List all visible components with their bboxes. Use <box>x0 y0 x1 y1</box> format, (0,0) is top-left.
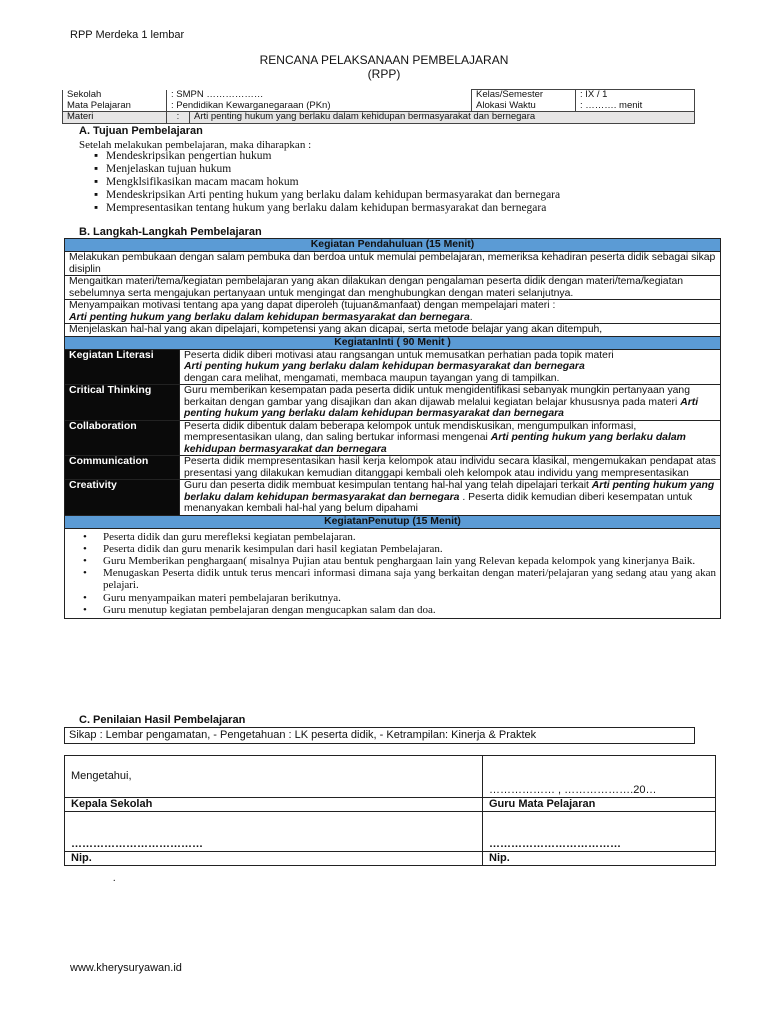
learning-steps-table <box>64 238 721 619</box>
signature-line-right: ……………………………… <box>483 812 716 852</box>
core-band: KegiatanInti ( 90 Menit ) <box>65 336 721 349</box>
list-item: • Guru menyampaikan materi pembelajaran berikutnya. <box>103 592 716 604</box>
footer-website: www.kherysuryawan.id <box>70 962 182 974</box>
collaboration-label: Collaboration <box>65 420 180 456</box>
intro-row-text: Menyampaikan motivasi tentang apa yang dapat diperoleh (tujuan&manfaat) dengan mempelajari materi : <box>69 300 556 311</box>
literasi-content: Peserta didik diberi motivasi atau rangsangan untuk memusatkan perhatian pada topik materi Arti penting hukum yang berlaku dalam kehidupan bermasyarakat dan bernegara dengan cara melihat, mengamati, membaca maupun tayangan yang di tampilkan. <box>180 349 721 385</box>
intro-band: Kegiatan Pendahuluan (15 Menit) <box>65 239 721 252</box>
list-item: ▪ Mendeskripsikan Arti penting hukum yang berlaku dalam kehidupan bermasyarakat dan bernegara <box>86 189 560 202</box>
intro-row-topic: Arti penting hukum yang berlaku dalam kehidupan bermasyarakat dan bernegara. <box>69 311 473 323</box>
objectives-list <box>86 150 560 215</box>
list-item: • Menugaskan Peserta didik untuk terus mencari informasi dimana saja yang berkaitan dengan materi/pelajaran yang sedang atau yang akan pelajari. <box>103 567 716 591</box>
mapel-label: Mata Pelajaran <box>63 101 167 112</box>
list-item: • Guru menutup kegiatan pembelajaran dengan mengucapkan salam dan doa. <box>103 604 716 616</box>
list-item: • Peserta didik dan guru merefleksi kegiatan pembelajaran. <box>103 531 716 543</box>
sekolah-label: Sekolah <box>63 90 167 101</box>
alokasi-label: Alokasi Waktu <box>472 101 576 112</box>
kelas-label: Kelas/Semester <box>472 90 576 101</box>
nip-right: Nip. <box>483 852 716 866</box>
section-c-heading: C. Penilaian Hasil Pembelajaran <box>79 714 246 726</box>
assessment-text: Sikap : Lembar pengamatan, - Pengetahuan : LK peserta didik, - Ketrampilan: Kinerja & Praktek <box>65 728 695 744</box>
page-title <box>0 53 768 81</box>
materi-value: Arti penting hukum yang berlaku dalam kehidupan bermasyarakat dan bernegara <box>190 112 695 124</box>
collaboration-content: Peserta didik dibentuk dalam beberapa kelompok untuk mendiskusikan, mengumpulkan informasi, mempresentasikan ulang, dan saling bertukar informasi mengenai Arti penting hukum yang berlaku dalam kehidupan bermasyarakat dan bernegara <box>180 420 721 456</box>
stray-dot: . <box>113 873 116 884</box>
mapel-value: : Pendidikan Kewarganegaraan (PKn) <box>167 101 472 112</box>
signature-line-left: ……………………………… <box>65 812 483 852</box>
section-b-heading: B. Langkah-Langkah Pembelajaran <box>79 226 262 238</box>
signature-table <box>64 755 716 866</box>
critical-thinking-content: Guru memberikan kesempatan pada peserta didik untuk mengidentifikasi sebanyak mungkin pertanyaan yang berkaitan dengan gambar yang disajikan dan akan dijawab melalui kegiatan belajar khususnya pada materi Arti penting hukum yang berlaku dalam kehidupan bermasyarakat dan bernegara <box>180 385 721 421</box>
list-item: • Guru Memberikan penghargaan( misalnya Pujian atau bentuk penghargaan lain yang Relevan kepada kelompok yang kinerjanya Baik. <box>103 555 716 567</box>
creativity-label: Creativity <box>65 480 180 516</box>
closing-list <box>69 531 716 616</box>
literasi-label: Kegiatan Literasi <box>65 349 180 385</box>
section-a-heading: A. Tujuan Pembelajaran <box>79 125 203 137</box>
communication-label: Communication <box>65 456 180 480</box>
guru-label: Guru Mata Pelajaran <box>483 798 716 812</box>
materi-colon: : <box>167 112 190 124</box>
intro-row: Melakukan pembukaan dengan salam pembuka dan berdoa untuk memulai pembelajaran, memeriksa kehadiran peserta didik sebagai sikap disiplin <box>65 252 721 276</box>
list-item: • Peserta didik dan guru menarik kesimpulan dari hasil kegiatan Pembelajaran. <box>103 543 716 555</box>
date-placeholder: ……………… , ……………….20… <box>483 756 716 798</box>
intro-row: Menjelaskan hal-hal yang akan dipelajari, kompetensi yang akan dicapai, serta metode belajar yang akan ditempuh, <box>65 324 721 337</box>
mengetahui-label: Mengetahui, <box>65 756 483 798</box>
title-line-1: RENCANA PELAKSANAAN PEMBELAJARAN <box>259 53 509 67</box>
list-item: ▪ Mempresentasikan tentang hukum yang berlaku dalam kehidupan bermasyarakat dan bernegara <box>86 202 560 215</box>
critical-thinking-label: Critical Thinking <box>65 385 180 421</box>
alokasi-value: : ………. menit <box>576 101 695 112</box>
nip-left: Nip. <box>65 852 483 866</box>
list-item: ▪ Mendeskripsikan pengertian hukum <box>86 150 560 163</box>
intro-row <box>65 300 721 324</box>
communication-content: Peserta didik mempresentasikan hasil kerja kelompok atau individu secara klasikal, mengemukakan pendapat atas presentasi yang dilakukan kemudian ditanggapi kembali oleh kelompok atau individu yang mempresentasikan <box>180 456 721 480</box>
document-header-note: RPP Merdeka 1 lembar <box>70 29 185 41</box>
closing-activities <box>65 528 721 618</box>
sekolah-value: : SMPN ……………… <box>167 90 472 101</box>
kepala-sekolah-label: Kepala Sekolah <box>65 798 483 812</box>
closing-band: KegiatanPenutup (15 Menit) <box>65 515 721 528</box>
section-a-intro: Setelah melakukan pembelajaran, maka diharapkan : <box>79 139 312 151</box>
materi-label: Materi <box>63 112 167 124</box>
assessment-box <box>64 727 695 744</box>
list-item: ▪ Menjelaskan tujuan hukum <box>86 163 560 176</box>
kelas-value: : IX / 1 <box>576 90 695 101</box>
list-item: ▪ Mengklsifikasikan macam macam hokum <box>86 176 560 189</box>
title-line-2: (RPP) <box>367 67 401 81</box>
intro-row: Mengaitkan materi/tema/kegiatan pembelajaran yang akan dilakukan dengan pengalaman peserta didik dengan materi/tema/kegiatan sebelumnya serta mengajukan pertanyaan untuk mengingat dan menghubungkan dengan materi selanjutnya. <box>65 276 721 300</box>
creativity-content: Guru dan peserta didik membuat kesimpulan tentang hal-hal yang telah dipelajari terkait Arti penting hukum yang berlaku dalam kehidupan bermasyarakat dan bernegara . Peserta didik kemudian diberi kesempatan untuk menanyakan kembali hal-hal yang belum dipahami <box>180 480 721 516</box>
identity-table <box>62 89 695 124</box>
